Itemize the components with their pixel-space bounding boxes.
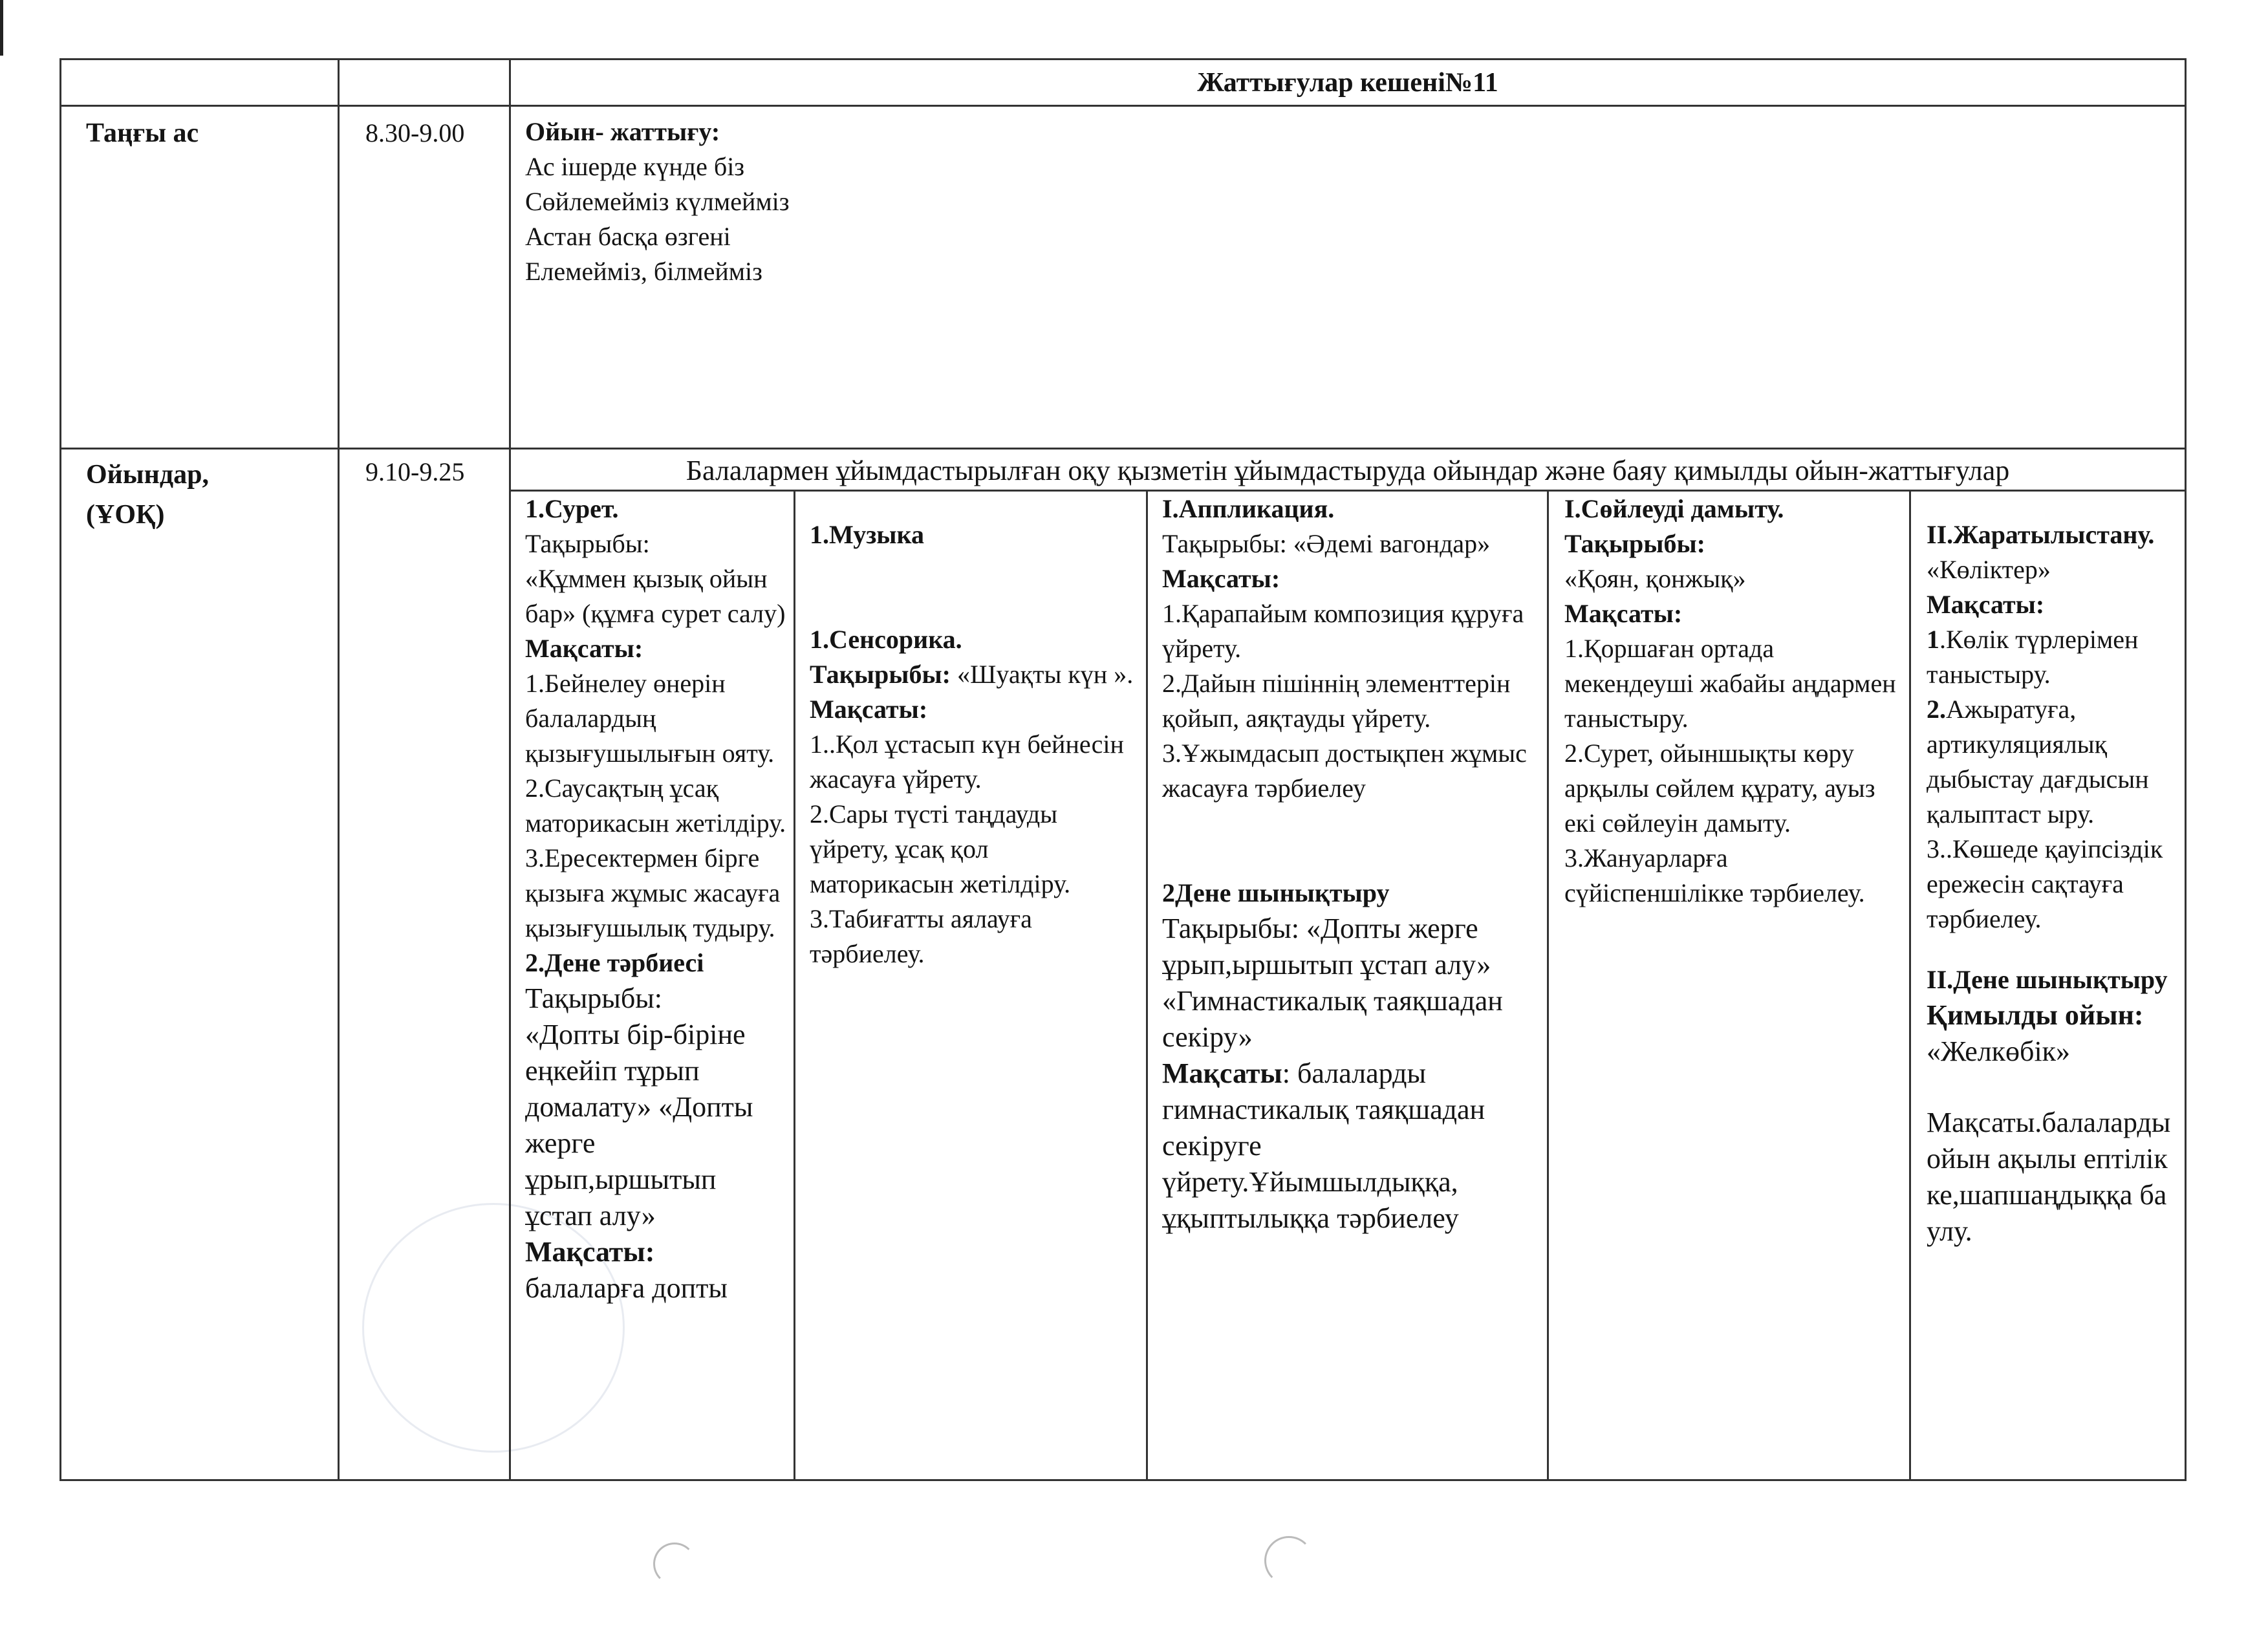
lesson-column-2 bbox=[795, 492, 1146, 971]
poem-line: Ас ішерде күнде біз bbox=[525, 152, 745, 181]
subject-heading-2: 2Дене шынықтыру bbox=[1162, 878, 1390, 907]
subject-heading: 1.Музыка bbox=[810, 520, 924, 549]
topic-text: «Шуақты күн ». bbox=[951, 660, 1134, 689]
goal-label: Мақсаты: bbox=[1927, 590, 2045, 619]
goal-number: 1 bbox=[1927, 625, 1939, 654]
subject-heading-2: ІІ.Дене шынықтыру bbox=[1927, 965, 2168, 994]
goal-item: 2.Сары түсті таңдауды үйрету, ұсақ қол маторикасын жетілдіру. bbox=[810, 799, 1071, 898]
breakfast-time: 8.30-9.00 bbox=[365, 118, 465, 147]
poem-line: Елемейміз, білмейміз bbox=[525, 257, 762, 286]
game-name: «Желкөбік» bbox=[1927, 1035, 2071, 1067]
topic-text: Тақырыбы: «Әдемі вагондар» bbox=[1162, 529, 1491, 558]
goal-item: 2.Дайын пішіннің элементтерін қойып, аяқтауды үйрету. bbox=[1162, 669, 1511, 733]
goal-label: Мақсаты: bbox=[1564, 599, 1683, 628]
goal-label: Мақсаты: bbox=[525, 634, 643, 663]
games-label-line: (ҰОҚ) bbox=[86, 500, 165, 530]
poem-line: Сөйлемейміз күлмейміз bbox=[525, 187, 790, 216]
header-row bbox=[61, 60, 2186, 106]
goal-number: 2. bbox=[1927, 695, 1946, 724]
subject-heading: І.Сөйлеуді дамыту. bbox=[1564, 494, 1784, 523]
topic-text-2: Тақырыбы: «Допты жерге ұрып,ыршытып ұстап алу» «Гимнастикалық таяқшадан секіру» bbox=[1162, 913, 1503, 1053]
goal-text-2: : балаларды гимнастикалық таяқшадан секіруге үйрету.Ұйымшылдыққа, ұқыптылыққа тәрбиелеу bbox=[1162, 1057, 1485, 1234]
topic-text-2: «Допты бір-біріне еңкейіп тұрып домалату» «Допты жерге ұрып,ыршытып ұстап алу» bbox=[525, 1019, 753, 1231]
breakfast-label: Таңғы ас bbox=[86, 118, 199, 148]
topic-label: Тақырыбы: bbox=[525, 529, 650, 558]
games-header-row bbox=[61, 449, 2186, 491]
hole-punch-mark bbox=[653, 1543, 696, 1585]
goal-label-2: Мақсаты: bbox=[525, 1236, 655, 1268]
goal-item: 3.Ересектермен бірге қызыға жұмыс жасауға қызығушылық тудыру. bbox=[525, 843, 781, 942]
games-label-line: Ойындар, bbox=[86, 460, 209, 490]
subject-heading-2: 1.Сенсорика. bbox=[810, 625, 962, 654]
scan-edge-mark bbox=[0, 0, 3, 56]
subject-heading: І.Аппликация. bbox=[1162, 494, 1335, 523]
goal-item: 3.Жануарларға сүйіспеншілікке тәрбиелеу. bbox=[1564, 843, 1865, 907]
goal-item: 1.Бейнелеу өнерін балалардың қызығушылығын ояту. bbox=[525, 669, 775, 768]
topic-label: Тақырыбы: bbox=[810, 660, 951, 689]
topic-label: Тақырыбы: bbox=[1564, 529, 1705, 558]
goal-item: .Көлік түрлерімен таныстыру. bbox=[1927, 625, 2139, 689]
subject-heading: 1.Сурет. bbox=[525, 494, 619, 523]
goal-item: 1.Қарапайым композиция құруға үйрету. bbox=[1162, 599, 1524, 663]
goal-label-2: Мақсаты bbox=[1162, 1057, 1282, 1089]
goal-item: Ажыратуға, артикуляциялық дыбыстау дағдысын қалыптаст ыру. bbox=[1927, 695, 2149, 828]
hole-punch-mark bbox=[1264, 1536, 1313, 1585]
subject-heading-2: 2.Дене тәрбиесі bbox=[525, 948, 704, 977]
goal-item: 2.Саусақтың ұсақ маторикасын жетілдіру. bbox=[525, 774, 786, 838]
goal-item: 1..Қол ұстасып күн бейнесін жасауға үйрету. bbox=[810, 730, 1124, 794]
goal-text-2: Мақсаты.балаларды ойын ақылы ептілікке,шапшаңдыққа баулу. bbox=[1927, 1107, 2171, 1247]
lesson-column-1 bbox=[511, 492, 794, 1306]
daily-plan-table bbox=[59, 58, 2187, 1481]
goal-item: 1.Қоршаған ортада мекендеуші жабайы аңдармен таныстыру. bbox=[1564, 634, 1896, 733]
topic-text: «Құммен қызық ойын бар» (құмға сурет салу) bbox=[525, 564, 786, 628]
game-label: Қимылды ойын: bbox=[1927, 999, 2144, 1031]
games-time: 9.10-9.25 bbox=[365, 457, 465, 486]
topic-text: «Қоян, қонжық» bbox=[1564, 564, 1746, 593]
goal-label: Мақсаты: bbox=[1162, 564, 1280, 593]
lesson-column-4 bbox=[1549, 492, 1909, 911]
goal-item: 3..Көшеде қауіпсіздік ережесін сақтауға тәрбиелеу. bbox=[1927, 834, 2163, 933]
topic-label-2: Тақырыбы: bbox=[525, 982, 662, 1014]
goal-label: Мақсаты: bbox=[810, 695, 928, 724]
lesson-column-5 bbox=[1911, 492, 2185, 1250]
goal-item: 3.Табиғатты аялауға тәрбиелеу. bbox=[810, 904, 1032, 968]
lesson-column-3 bbox=[1148, 492, 1547, 1237]
exercise-complex-title: Жаттығулар кешені№11 bbox=[1197, 68, 1498, 98]
breakfast-content bbox=[511, 107, 2185, 297]
goal-item: 3.Ұжымдасып достықпен жұмыс жасауға тәрбиелеу bbox=[1162, 739, 1527, 803]
poem-line: Астан басқа өзгені bbox=[525, 222, 731, 251]
breakfast-row bbox=[61, 106, 2186, 449]
game-exercise-heading: Ойын- жаттығу: bbox=[525, 117, 720, 146]
topic-text: «Көліктер» bbox=[1927, 555, 2051, 584]
games-label bbox=[61, 449, 338, 535]
goal-text-2: балаларға допты bbox=[525, 1272, 728, 1304]
goal-item: 2.Сурет, ойыншықты көру арқылы сөйлем құрату, ауыз екі сөйлеуін дамыту. bbox=[1564, 739, 1875, 838]
subject-heading: ІІ.Жаратылыстану. bbox=[1927, 520, 2155, 549]
organized-activity-title: Балалармен ұйымдастырылған оқу қызметін ұйымдастыруда ойындар және баяу қимылды ойын-жаттығулар bbox=[686, 455, 2010, 486]
